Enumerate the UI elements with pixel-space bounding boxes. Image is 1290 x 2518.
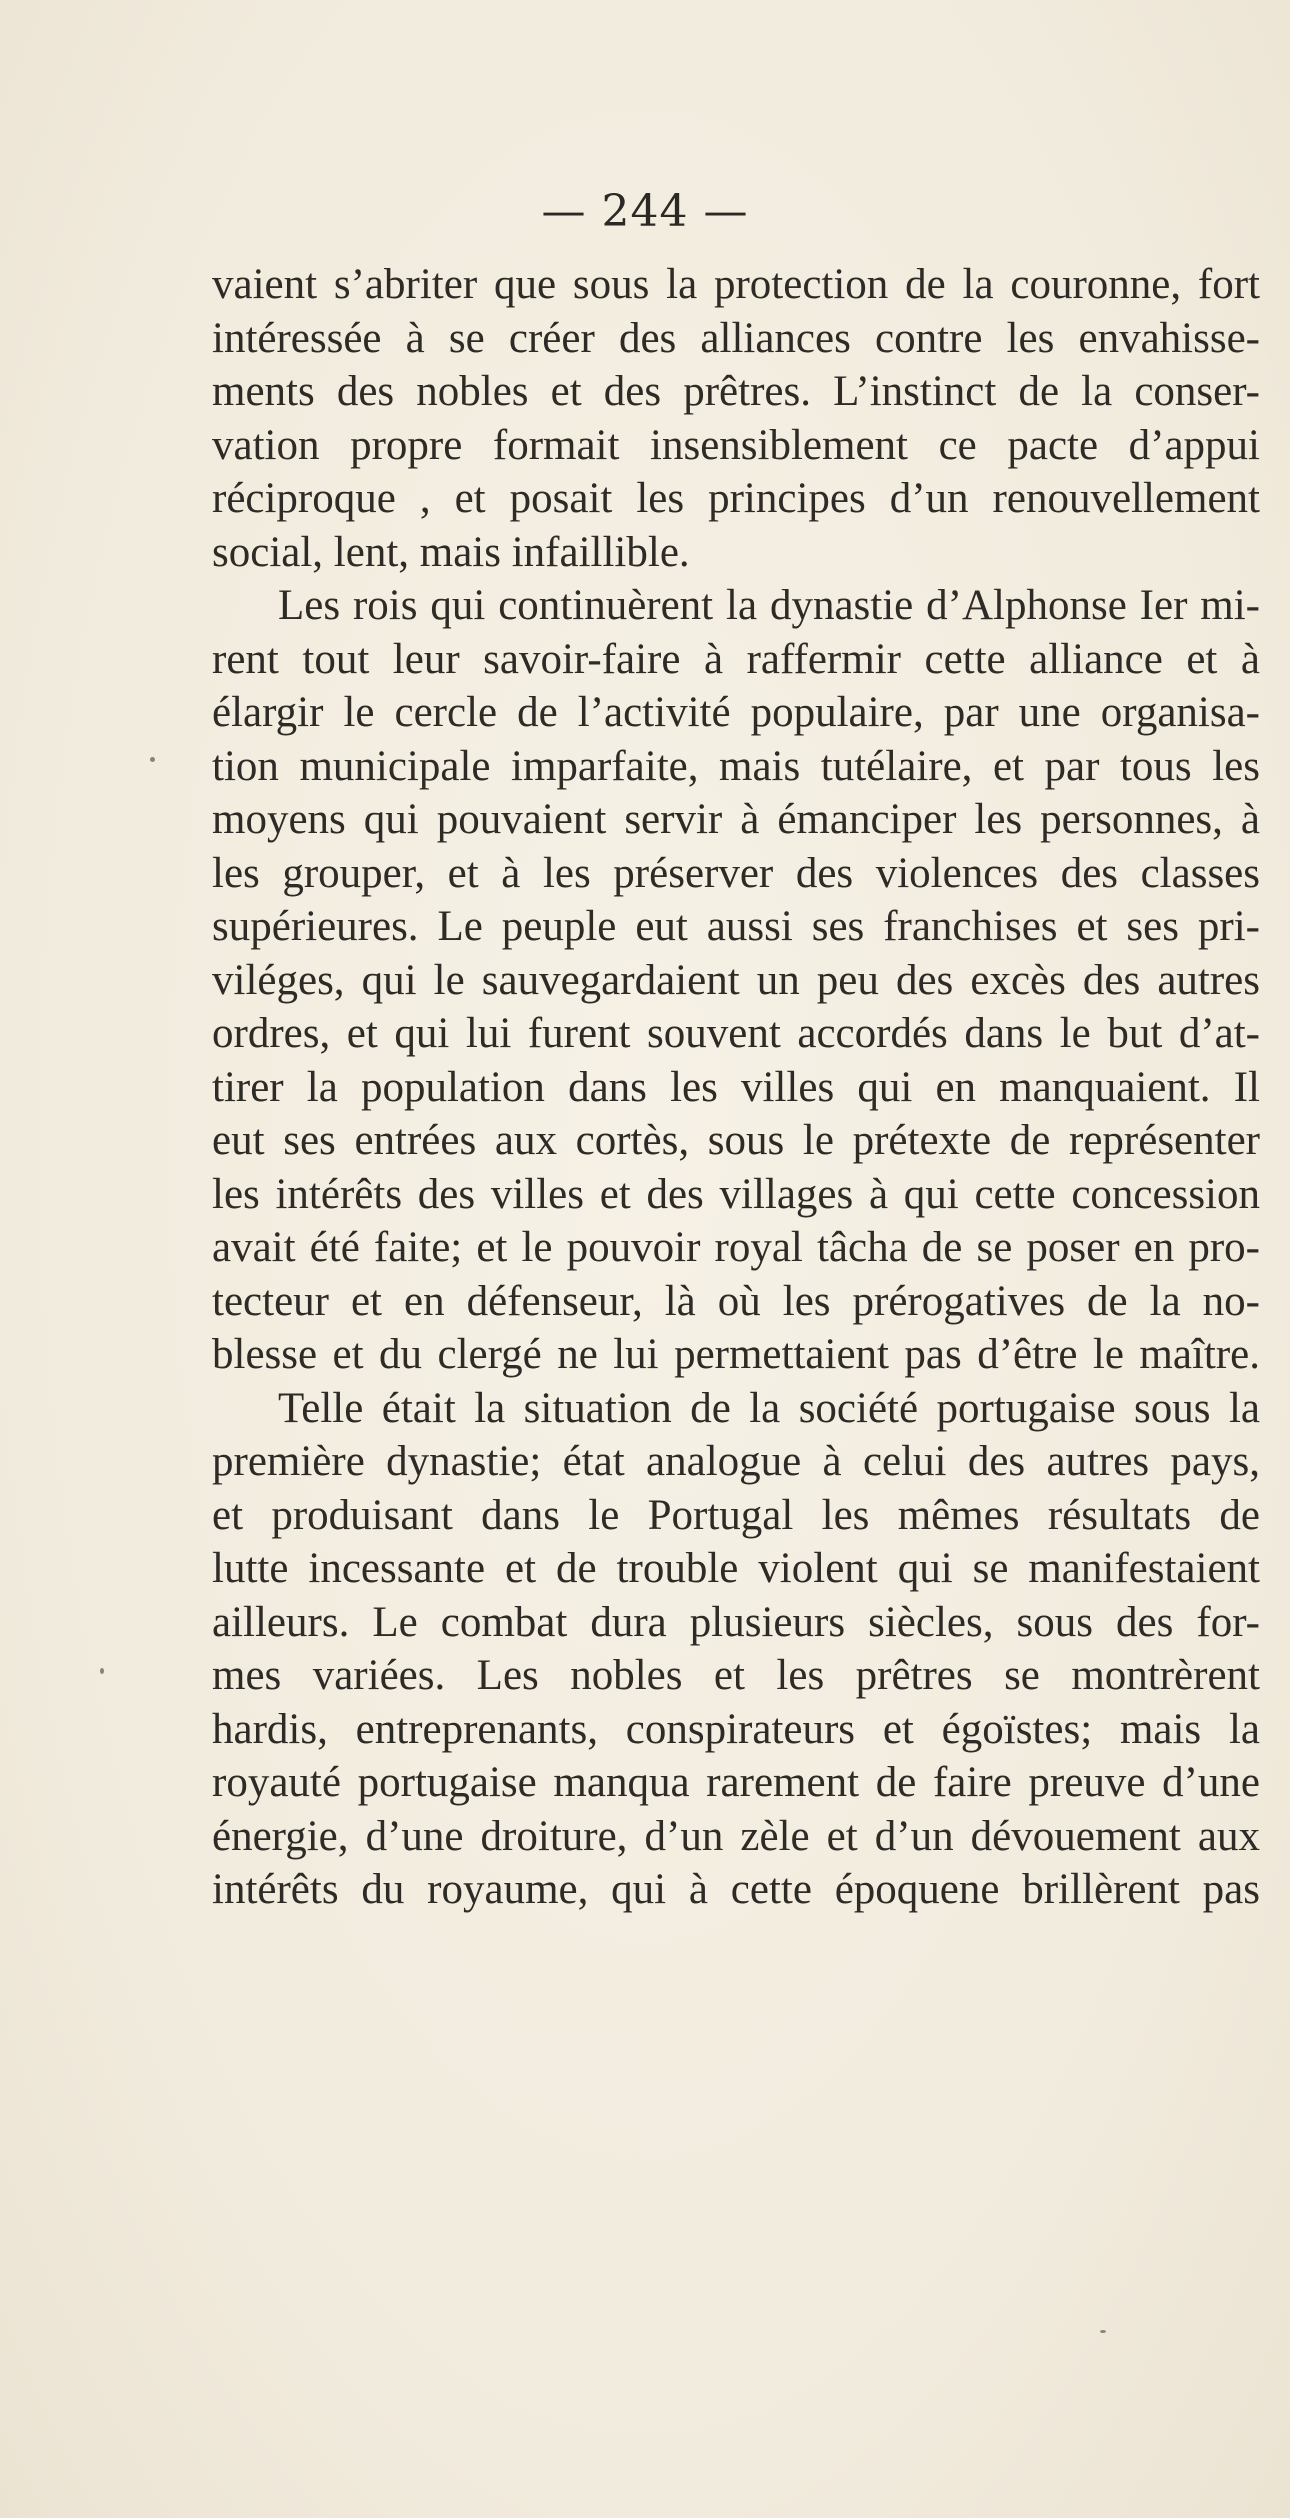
text-line: ailleurs. Le combat dura plusieurs siècles, sous des for- xyxy=(212,1598,1260,1646)
text-line: mes variées. Les nobles et les prêtres se montrèrent xyxy=(212,1652,1260,1699)
text-line: blesse et du clergé ne lui permettaient pas d’être le maître. xyxy=(212,1331,1260,1378)
text-line: rent tout leur savoir-faire à raffermir cette alliance et à xyxy=(212,635,1260,683)
text-line: royauté portugaise manqua rarement de faire preuve d’une xyxy=(212,1759,1260,1806)
text-line: avait été faite; et le pouvoir royal tâcha de se poser en pro- xyxy=(212,1224,1260,1271)
text-line: moyens qui pouvaient servir à émanciper les personnes, à xyxy=(212,796,1260,843)
text-line: les grouper, et à les préserver des violences des classes xyxy=(212,849,1260,897)
paper-speck xyxy=(100,1668,104,1674)
text-line: intérêts du royaume, qui à cette époquene brillèrent pas xyxy=(212,1866,1260,1913)
text-line: tirer la population dans les villes qui en manquaient. Il xyxy=(212,1063,1260,1111)
text-line: vation propre formait insensiblement ce pacte d’appui xyxy=(212,421,1260,469)
text-line: tecteur et en défenseur, là où les prérogatives de la no- xyxy=(212,1277,1260,1325)
page-number: — 244 — xyxy=(541,186,749,237)
text-line: hardis, entreprenants, conspirateurs et égoïstes; mais la xyxy=(212,1705,1260,1753)
text-line: ments des nobles et des prêtres. L’instinct de la conser- xyxy=(212,368,1260,415)
body-text xyxy=(212,258,1260,1917)
text-line: social, lent, mais infaillible. xyxy=(212,528,690,576)
text-line: vaient s’abriter que sous la protection de la couronne, fort xyxy=(212,261,1260,308)
text-line: et produisant dans le Portugal les mêmes résultats de xyxy=(212,1491,1260,1539)
text-line: intéressée à se créer des alliances contre les envahisse- xyxy=(212,314,1260,362)
paper-speck xyxy=(150,757,155,762)
text-line: réciproque , et posait les principes d’un renouvellement xyxy=(212,475,1260,522)
text-line: élargir le cercle de l’activité populaire, par une organisa- xyxy=(212,689,1260,736)
paper-speck xyxy=(1100,2330,1106,2333)
text-line: Les rois qui continuèrent la dynastie d’Alphonse Ier mi- xyxy=(278,582,1260,629)
text-line: ordres, et qui lui furent souvent accordés dans le but d’at- xyxy=(212,1010,1260,1057)
text-line: viléges, qui le sauvegardaient un peu des excès des autres xyxy=(212,956,1260,1004)
text-line: première dynastie; état analogue à celui des autres pays, xyxy=(212,1438,1260,1485)
text-line: eut ses entrées aux cortès, sous le prétexte de représenter xyxy=(212,1117,1260,1164)
text-line: les intérêts des villes et des villages à qui cette concession xyxy=(212,1170,1260,1218)
text-line: lutte incessante et de trouble violent qui se manifestaient xyxy=(212,1545,1260,1592)
text-line: Telle était la situation de la société portugaise sous la xyxy=(278,1384,1260,1432)
text-line: supérieures. Le peuple eut aussi ses franchises et ses pri- xyxy=(212,903,1260,950)
text-line: tion municipale imparfaite, mais tutélaire, et par tous les xyxy=(212,742,1260,790)
text-line: énergie, d’une droiture, d’un zèle et d’un dévouement aux xyxy=(212,1812,1260,1860)
